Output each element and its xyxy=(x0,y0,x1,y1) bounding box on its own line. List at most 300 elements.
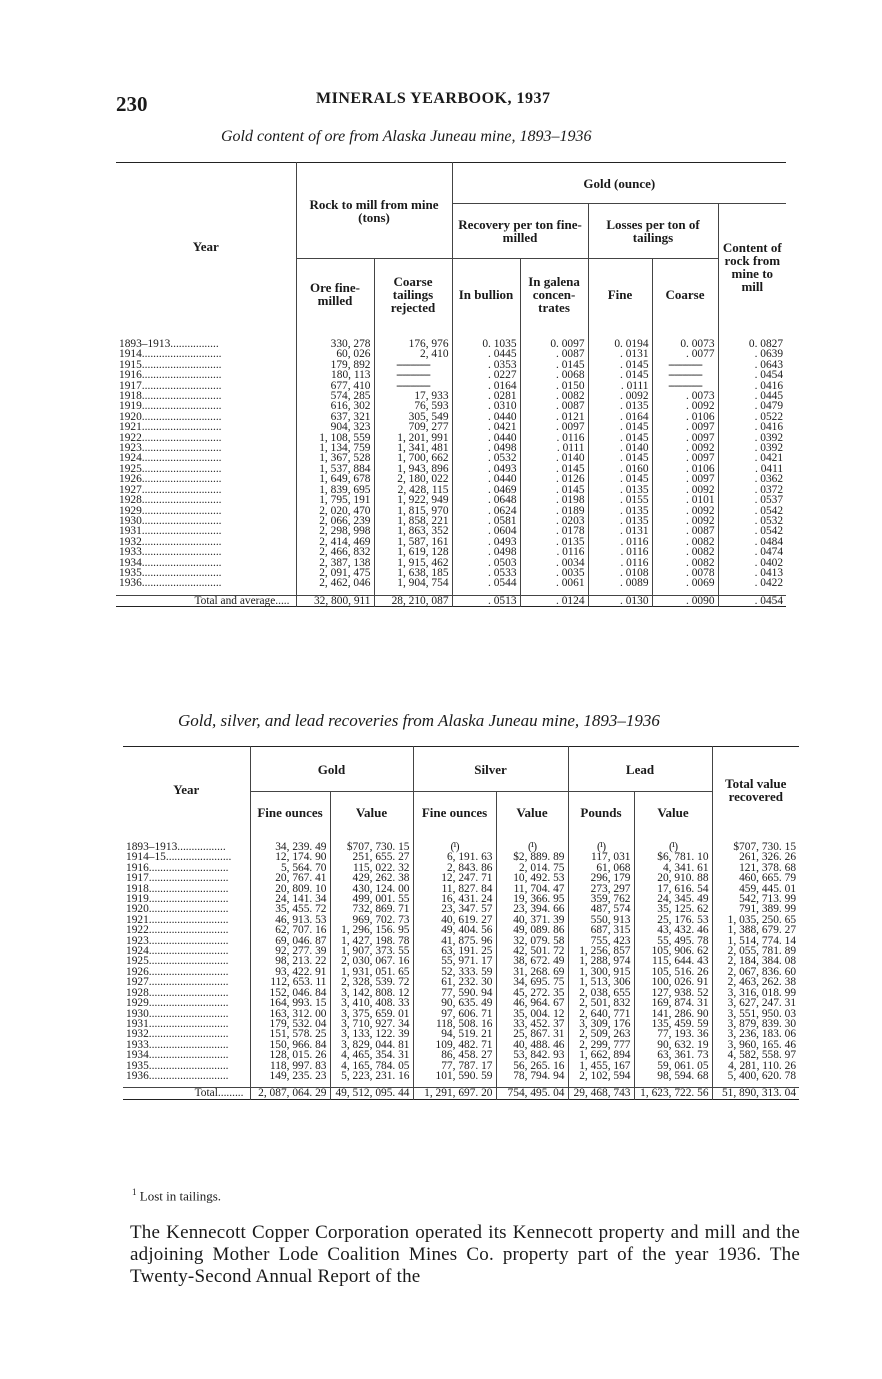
row-year: 1918............................ xyxy=(126,882,229,895)
row-year: 1921............................ xyxy=(119,421,222,434)
row-cell: 2, 299, 777 xyxy=(568,1040,634,1050)
row-cell: (¹) xyxy=(568,842,634,852)
row-cell: 330, 278 xyxy=(296,339,374,349)
row-cell: 20, 767. 41 xyxy=(250,873,330,883)
row-cell: . 0281 xyxy=(452,391,520,401)
row-cell: ------------ xyxy=(652,370,718,380)
row-cell: 105, 906. 62 xyxy=(634,946,712,956)
row-cell: 38, 672. 49 xyxy=(496,956,568,966)
row-cell: . 0544 xyxy=(452,578,520,595)
row-year: 1927............................ xyxy=(119,483,222,496)
row-cell: . 0068 xyxy=(520,370,588,380)
row-cell: 90, 635. 49 xyxy=(413,998,496,1008)
row-cell: ------------ xyxy=(374,370,452,380)
row-year: 1893–1913................. xyxy=(119,338,219,350)
table-row xyxy=(116,495,786,505)
row-cell: . 0469 xyxy=(452,485,520,495)
row-cell: 49, 404. 56 xyxy=(413,925,496,935)
row-cell: . 0034 xyxy=(520,558,588,568)
row-cell: 49, 089. 86 xyxy=(496,925,568,935)
row-cell: 31, 268. 69 xyxy=(496,967,568,977)
row-cell: . 0145 xyxy=(588,474,652,484)
gold-fine-ounces-header: Fine ounces xyxy=(250,792,330,833)
row-cell: 0. 1035 xyxy=(452,339,520,349)
row-cell: 19, 366. 95 xyxy=(496,894,568,904)
total-cell: . 0090 xyxy=(652,595,718,606)
row-year: 1931............................ xyxy=(126,1017,229,1030)
row-cell: . 0416 xyxy=(718,422,786,432)
total-cell: . 0513 xyxy=(452,595,520,606)
row-cell: 12, 247. 71 xyxy=(413,873,496,883)
row-cell: 176, 976 xyxy=(374,339,452,349)
row-cell: 1, 035, 250. 65 xyxy=(712,915,799,925)
table-row xyxy=(116,547,786,557)
row-cell: 1, 296, 156. 95 xyxy=(330,925,413,935)
row-cell: 40, 371. 39 xyxy=(496,915,568,925)
row-cell: 2, 298, 998 xyxy=(296,526,374,536)
row-cell: . 0155 xyxy=(588,495,652,505)
row-cell: 550, 913 xyxy=(568,915,634,925)
table1-body xyxy=(116,329,786,607)
row-cell: . 0077 xyxy=(652,349,718,359)
row-cell: . 0310 xyxy=(452,401,520,411)
row-cell: 77, 590. 94 xyxy=(413,988,496,998)
row-cell: 10, 492. 53 xyxy=(496,873,568,883)
row-cell: 732, 869. 71 xyxy=(330,904,413,914)
row-cell: 460, 665. 79 xyxy=(712,873,799,883)
row-year: 1920............................ xyxy=(119,410,222,423)
row-cell: 35, 004. 12 xyxy=(496,1009,568,1019)
row-cell: 791, 389. 99 xyxy=(712,904,799,914)
row-cell: 61, 068 xyxy=(568,863,634,873)
row-cell: 1, 858, 221 xyxy=(374,516,452,526)
total-value-header: Total value recovered xyxy=(712,747,799,833)
row-cell: 149, 235. 23 xyxy=(250,1071,330,1088)
ore-fine-milled-header: Ore fine-milled xyxy=(296,259,374,330)
row-cell: 709, 277 xyxy=(374,422,452,432)
row-cell: . 0145 xyxy=(588,433,652,443)
rock-header: Rock to mill from mine (tons) xyxy=(296,163,452,259)
row-cell: . 0353 xyxy=(452,360,520,370)
row-cell: . 0078 xyxy=(652,568,718,578)
row-year: 1893–1913................. xyxy=(126,841,226,853)
row-cell: 25, 867. 31 xyxy=(496,1029,568,1039)
row-year: 1923............................ xyxy=(126,934,229,947)
row-cell: 1, 300, 915 xyxy=(568,967,634,977)
row-cell: 1, 904, 754 xyxy=(374,578,452,595)
row-year: 1926............................ xyxy=(126,965,229,978)
row-cell: 1, 915, 462 xyxy=(374,558,452,568)
total-row xyxy=(116,595,786,606)
row-cell: 98, 594. 68 xyxy=(634,1071,712,1088)
fine-header: Fine xyxy=(588,259,652,330)
total-cell: 28, 210, 087 xyxy=(374,595,452,606)
row-year: 1933............................ xyxy=(119,546,222,559)
row-cell: 34, 695. 75 xyxy=(496,977,568,987)
row-cell: 52, 333. 59 xyxy=(413,967,496,977)
row-cell: 46, 964. 67 xyxy=(496,998,568,1008)
row-cell: . 0498 xyxy=(452,443,520,453)
row-cell: 135, 459. 59 xyxy=(634,1019,712,1029)
row-cell: 63, 191. 25 xyxy=(413,946,496,956)
row-cell: 3, 829, 044. 81 xyxy=(330,1040,413,1050)
row-cell: 40, 619. 27 xyxy=(413,915,496,925)
row-cell: 60, 026 xyxy=(296,349,374,359)
row-cell: 3, 879, 839. 30 xyxy=(712,1019,799,1029)
row-cell: 3, 960, 165. 46 xyxy=(712,1040,799,1050)
row-cell: 2, 066, 239 xyxy=(296,516,374,526)
row-cell: 0. 0097 xyxy=(520,339,588,349)
row-cell: 616, 302 xyxy=(296,401,374,411)
row-cell: 2, 509, 263 xyxy=(568,1029,634,1039)
row-cell: 43, 432. 46 xyxy=(634,925,712,935)
coarse-header: Coarse xyxy=(652,259,718,330)
losses-header: Losses per ton of tailings xyxy=(588,204,718,259)
row-cell: 23, 394. 66 xyxy=(496,904,568,914)
row-year: 1929............................ xyxy=(119,504,222,517)
row-cell: . 0089 xyxy=(588,578,652,595)
row-cell: 118, 997. 83 xyxy=(250,1061,330,1071)
silver-header: Silver xyxy=(413,747,568,792)
table-row xyxy=(123,998,799,1008)
row-cell: . 0542 xyxy=(718,506,786,516)
row-cell: 1, 513, 306 xyxy=(568,977,634,987)
row-cell: . 0111 xyxy=(588,381,652,391)
row-cell: . 0126 xyxy=(520,474,588,484)
row-cell: 251, 655. 27 xyxy=(330,852,413,862)
row-cell: . 0073 xyxy=(652,391,718,401)
row-cell: . 0411 xyxy=(718,464,786,474)
row-cell: 3, 316, 018. 99 xyxy=(712,988,799,998)
row-cell: . 0116 xyxy=(588,537,652,547)
row-cell: 904, 323 xyxy=(296,422,374,432)
row-cell: . 0097 xyxy=(652,422,718,432)
total-cell: 754, 495. 04 xyxy=(496,1088,568,1099)
row-cell: . 0145 xyxy=(588,370,652,380)
total-cell: 32, 800, 911 xyxy=(296,595,374,606)
row-cell: . 0392 xyxy=(718,433,786,443)
row-cell: 687, 315 xyxy=(568,925,634,935)
row-cell: . 0402 xyxy=(718,558,786,568)
row-cell: 1, 931, 051. 65 xyxy=(330,967,413,977)
row-cell: 3, 410, 408. 33 xyxy=(330,998,413,1008)
row-cell: 20, 910. 88 xyxy=(634,873,712,883)
row-cell: . 0413 xyxy=(718,568,786,578)
row-cell: 94, 519. 21 xyxy=(413,1029,496,1039)
row-cell: . 0624 xyxy=(452,506,520,516)
row-cell: 2, 463, 262. 38 xyxy=(712,977,799,987)
row-cell: 41, 875. 96 xyxy=(413,936,496,946)
footnote-marker: 1 xyxy=(132,1187,137,1197)
row-cell: 296, 179 xyxy=(568,873,634,883)
row-cell: . 0097 xyxy=(652,433,718,443)
row-cell: 164, 993. 15 xyxy=(250,998,330,1008)
row-cell: . 0164 xyxy=(452,381,520,391)
total-cell: 2, 087, 064. 29 xyxy=(250,1088,330,1099)
row-cell: . 0069 xyxy=(652,578,718,595)
row-cell: 273, 297 xyxy=(568,884,634,894)
row-cell: 163, 312. 00 xyxy=(250,1009,330,1019)
row-cell: 1, 943, 896 xyxy=(374,464,452,474)
row-cell: 2, 020, 470 xyxy=(296,506,374,516)
row-cell: 59, 061. 05 xyxy=(634,1061,712,1071)
row-cell: . 0092 xyxy=(652,443,718,453)
row-cell: 97, 606. 71 xyxy=(413,1009,496,1019)
row-cell: 1, 587, 161 xyxy=(374,537,452,547)
row-cell: 677, 410 xyxy=(296,381,374,391)
row-year: 1932............................ xyxy=(119,535,222,548)
row-year: 1922............................ xyxy=(126,924,229,937)
row-year: 1936............................ xyxy=(126,1069,229,1082)
coarse-tailings-header: Coarse tailings rejected xyxy=(374,259,452,330)
row-year: 1920............................ xyxy=(126,903,229,916)
row-cell: . 0097 xyxy=(652,453,718,463)
row-cell: (¹) xyxy=(413,842,496,852)
row-cell: 1, 839, 695 xyxy=(296,485,374,495)
row-cell: 90, 632. 19 xyxy=(634,1040,712,1050)
row-cell: . 0135 xyxy=(588,506,652,516)
row-cell: 2, 462, 046 xyxy=(296,578,374,595)
row-cell: 2, 387, 138 xyxy=(296,558,374,568)
row-cell: 2, 014. 75 xyxy=(496,863,568,873)
row-cell: 2, 030, 067. 16 xyxy=(330,956,413,966)
row-cell: . 0440 xyxy=(452,433,520,443)
row-cell: 62, 707. 16 xyxy=(250,925,330,935)
row-cell: 3, 551, 950. 03 xyxy=(712,1009,799,1019)
row-cell: $707, 730. 15 xyxy=(712,842,799,852)
row-cell: 86, 458. 27 xyxy=(413,1050,496,1060)
row-cell: 359, 762 xyxy=(568,894,634,904)
row-cell: 17, 933 xyxy=(374,391,452,401)
row-cell: . 0097 xyxy=(520,422,588,432)
row-cell: 109, 482. 71 xyxy=(413,1040,496,1050)
row-cell: 20, 809. 10 xyxy=(250,884,330,894)
row-cell: 180, 113 xyxy=(296,370,374,380)
row-cell: 2, 640, 771 xyxy=(568,1009,634,1019)
row-cell: 117, 031 xyxy=(568,852,634,862)
row-cell: 0. 0194 xyxy=(588,339,652,349)
row-cell: . 0116 xyxy=(520,547,588,557)
row-cell: 4, 465, 354. 31 xyxy=(330,1050,413,1060)
row-cell: 1, 922, 949 xyxy=(374,495,452,505)
gold-value-header: Value xyxy=(330,792,413,833)
row-cell: 25, 176. 53 xyxy=(634,915,712,925)
row-cell: 17, 616. 54 xyxy=(634,884,712,894)
row-cell: 4, 165, 784. 05 xyxy=(330,1061,413,1071)
row-cell: . 0140 xyxy=(520,453,588,463)
row-year: 1933............................ xyxy=(126,1038,229,1051)
row-cell: 141, 286. 90 xyxy=(634,1009,712,1019)
row-cell: 637, 321 xyxy=(296,412,374,422)
row-year: 1918............................ xyxy=(119,390,222,403)
footnote xyxy=(132,1187,221,1204)
row-cell: 3, 309, 176 xyxy=(568,1019,634,1029)
row-cell: 1, 795, 191 xyxy=(296,495,374,505)
row-cell: 33, 452. 37 xyxy=(496,1019,568,1029)
row-cell: 128, 015. 26 xyxy=(250,1050,330,1060)
row-cell: . 0416 xyxy=(718,381,786,391)
row-cell: ------------ xyxy=(652,360,718,370)
row-cell: 76, 593 xyxy=(374,401,452,411)
row-cell: . 0116 xyxy=(520,433,588,443)
row-cell: 35, 455. 72 xyxy=(250,904,330,914)
row-cell: . 0498 xyxy=(452,547,520,557)
row-cell: (¹) xyxy=(496,842,568,852)
row-cell: 3, 142, 808. 12 xyxy=(330,988,413,998)
row-cell: 23, 347. 57 xyxy=(413,904,496,914)
total-cell: . 0124 xyxy=(520,595,588,606)
row-cell: . 0087 xyxy=(652,526,718,536)
row-cell: 115, 644. 43 xyxy=(634,956,712,966)
row-cell: . 0150 xyxy=(520,381,588,391)
row-cell: 1, 388, 679. 27 xyxy=(712,925,799,935)
row-cell: 169, 874. 31 xyxy=(634,998,712,1008)
table-row xyxy=(123,1050,799,1060)
total-label: Total......... xyxy=(123,1088,250,1099)
row-cell: 2, 414, 469 xyxy=(296,537,374,547)
row-cell: 77, 787. 17 xyxy=(413,1061,496,1071)
row-cell: . 0135 xyxy=(588,401,652,411)
row-year: 1924............................ xyxy=(126,945,229,958)
row-cell: 46, 913. 53 xyxy=(250,915,330,925)
total-label: Total and average..... xyxy=(116,595,296,606)
row-cell: 32, 079. 58 xyxy=(496,936,568,946)
row-cell: . 0145 xyxy=(520,360,588,370)
row-cell: . 0164 xyxy=(588,412,652,422)
row-year: 1935............................ xyxy=(119,566,222,579)
row-cell: . 0092 xyxy=(652,516,718,526)
row-cell: 1, 134, 759 xyxy=(296,443,374,453)
gold-content-table xyxy=(116,162,786,607)
row-cell: 150, 966. 84 xyxy=(250,1040,330,1050)
row-cell: 115, 022. 32 xyxy=(330,863,413,873)
row-year: 1919............................ xyxy=(119,400,222,413)
row-cell: . 0092 xyxy=(652,401,718,411)
row-cell: $6, 781. 10 xyxy=(634,852,712,862)
row-cell: . 0643 xyxy=(718,360,786,370)
row-cell: . 0493 xyxy=(452,537,520,547)
table1-caption: Gold content of ore from Alaska Juneau mine, 1893–1936 xyxy=(221,128,592,145)
row-cell: 2, 501, 832 xyxy=(568,998,634,1008)
table2-body xyxy=(123,832,799,1099)
row-cell: 2, 055, 781. 89 xyxy=(712,946,799,956)
row-cell: . 0082 xyxy=(652,547,718,557)
row-cell: 4, 281, 110. 26 xyxy=(712,1061,799,1071)
row-cell: (¹) xyxy=(634,842,712,852)
table2-caption: Gold, silver, and lead recoveries from Alaska Juneau mine, 1893–1936 xyxy=(178,711,660,730)
row-cell: . 0108 xyxy=(588,568,652,578)
row-cell: ------------ xyxy=(374,381,452,391)
row-year: 1928............................ xyxy=(126,986,229,999)
row-cell: . 0440 xyxy=(452,412,520,422)
row-cell: . 0087 xyxy=(520,349,588,359)
row-cell: . 0479 xyxy=(718,401,786,411)
row-cell: . 0135 xyxy=(520,537,588,547)
table-row xyxy=(116,578,786,595)
row-cell: 5, 400, 620. 78 xyxy=(712,1071,799,1088)
row-cell: . 0111 xyxy=(520,443,588,453)
row-cell: . 0484 xyxy=(718,537,786,547)
row-cell: 459, 445. 01 xyxy=(712,884,799,894)
gold-header: Gold xyxy=(250,747,413,792)
row-cell: 118, 508. 16 xyxy=(413,1019,496,1029)
row-cell: . 0445 xyxy=(718,391,786,401)
row-cell: . 0648 xyxy=(452,495,520,505)
row-cell: 112, 653. 11 xyxy=(250,977,330,987)
row-cell: 1, 455, 167 xyxy=(568,1061,634,1071)
row-cell: . 0604 xyxy=(452,526,520,536)
row-year: 1924............................ xyxy=(119,452,222,465)
row-cell: 1, 649, 678 xyxy=(296,474,374,484)
row-cell: 35, 125. 62 xyxy=(634,904,712,914)
row-cell: . 0035 xyxy=(520,568,588,578)
row-cell: 16, 431. 24 xyxy=(413,894,496,904)
row-cell: . 0421 xyxy=(718,453,786,463)
row-cell: . 0145 xyxy=(588,453,652,463)
row-cell: 4, 582, 558. 97 xyxy=(712,1050,799,1060)
row-cell: 55, 495. 78 xyxy=(634,936,712,946)
row-cell: . 0445 xyxy=(452,349,520,359)
row-cell: 2, 843. 86 xyxy=(413,863,496,873)
row-year: 1914............................ xyxy=(119,348,222,361)
row-cell: 40, 488. 46 xyxy=(496,1040,568,1050)
row-cell: . 0097 xyxy=(652,474,718,484)
row-cell: 3, 375, 659. 01 xyxy=(330,1009,413,1019)
row-year: 1923............................ xyxy=(119,442,222,455)
page-header xyxy=(116,86,806,116)
row-year: 1921............................ xyxy=(126,913,229,926)
row-cell: . 0092 xyxy=(652,506,718,516)
row-cell: 0. 0827 xyxy=(718,339,786,349)
row-cell: . 0537 xyxy=(718,495,786,505)
running-head: MINERALS YEARBOOK, 1937 xyxy=(316,90,551,107)
total-cell: . 0130 xyxy=(588,595,652,606)
row-cell: 2, 091, 475 xyxy=(296,568,374,578)
row-cell: 179, 892 xyxy=(296,360,374,370)
silver-value-header: Value xyxy=(496,792,568,833)
year-header: Year xyxy=(192,238,219,254)
row-cell: . 0392 xyxy=(718,443,786,453)
row-cell: 429, 262. 38 xyxy=(330,873,413,883)
row-cell: 34, 239. 49 xyxy=(250,842,330,852)
row-cell: 69, 046. 87 xyxy=(250,936,330,946)
row-cell: 4, 341. 61 xyxy=(634,863,712,873)
row-cell: 1, 201, 991 xyxy=(374,433,452,443)
row-year: 1932............................ xyxy=(126,1028,229,1041)
row-cell: 61, 232. 30 xyxy=(413,977,496,987)
row-year: 1935............................ xyxy=(126,1059,229,1072)
row-cell: . 0639 xyxy=(718,349,786,359)
row-cell: . 0474 xyxy=(718,547,786,557)
row-cell: 1, 907, 373. 55 xyxy=(330,946,413,956)
row-cell: . 0542 xyxy=(718,526,786,536)
row-cell: 3, 627, 247. 31 xyxy=(712,998,799,1008)
row-cell: . 0145 xyxy=(520,464,588,474)
row-cell: 1, 108, 559 xyxy=(296,433,374,443)
row-year: 1930............................ xyxy=(119,514,222,527)
row-cell: 1, 619, 128 xyxy=(374,547,452,557)
content-header: Content of rock from mine to mill xyxy=(718,204,786,330)
row-cell: 305, 549 xyxy=(374,412,452,422)
row-cell: . 0160 xyxy=(588,464,652,474)
row-cell: 755, 423 xyxy=(568,936,634,946)
row-cell: 2, 180, 022 xyxy=(374,474,452,484)
row-cell: 1, 700, 662 xyxy=(374,453,452,463)
row-year: 1929............................ xyxy=(126,997,229,1010)
row-cell: 179, 532. 04 xyxy=(250,1019,330,1029)
row-cell: . 0140 xyxy=(588,443,652,453)
row-cell: 2, 038, 655 xyxy=(568,988,634,998)
